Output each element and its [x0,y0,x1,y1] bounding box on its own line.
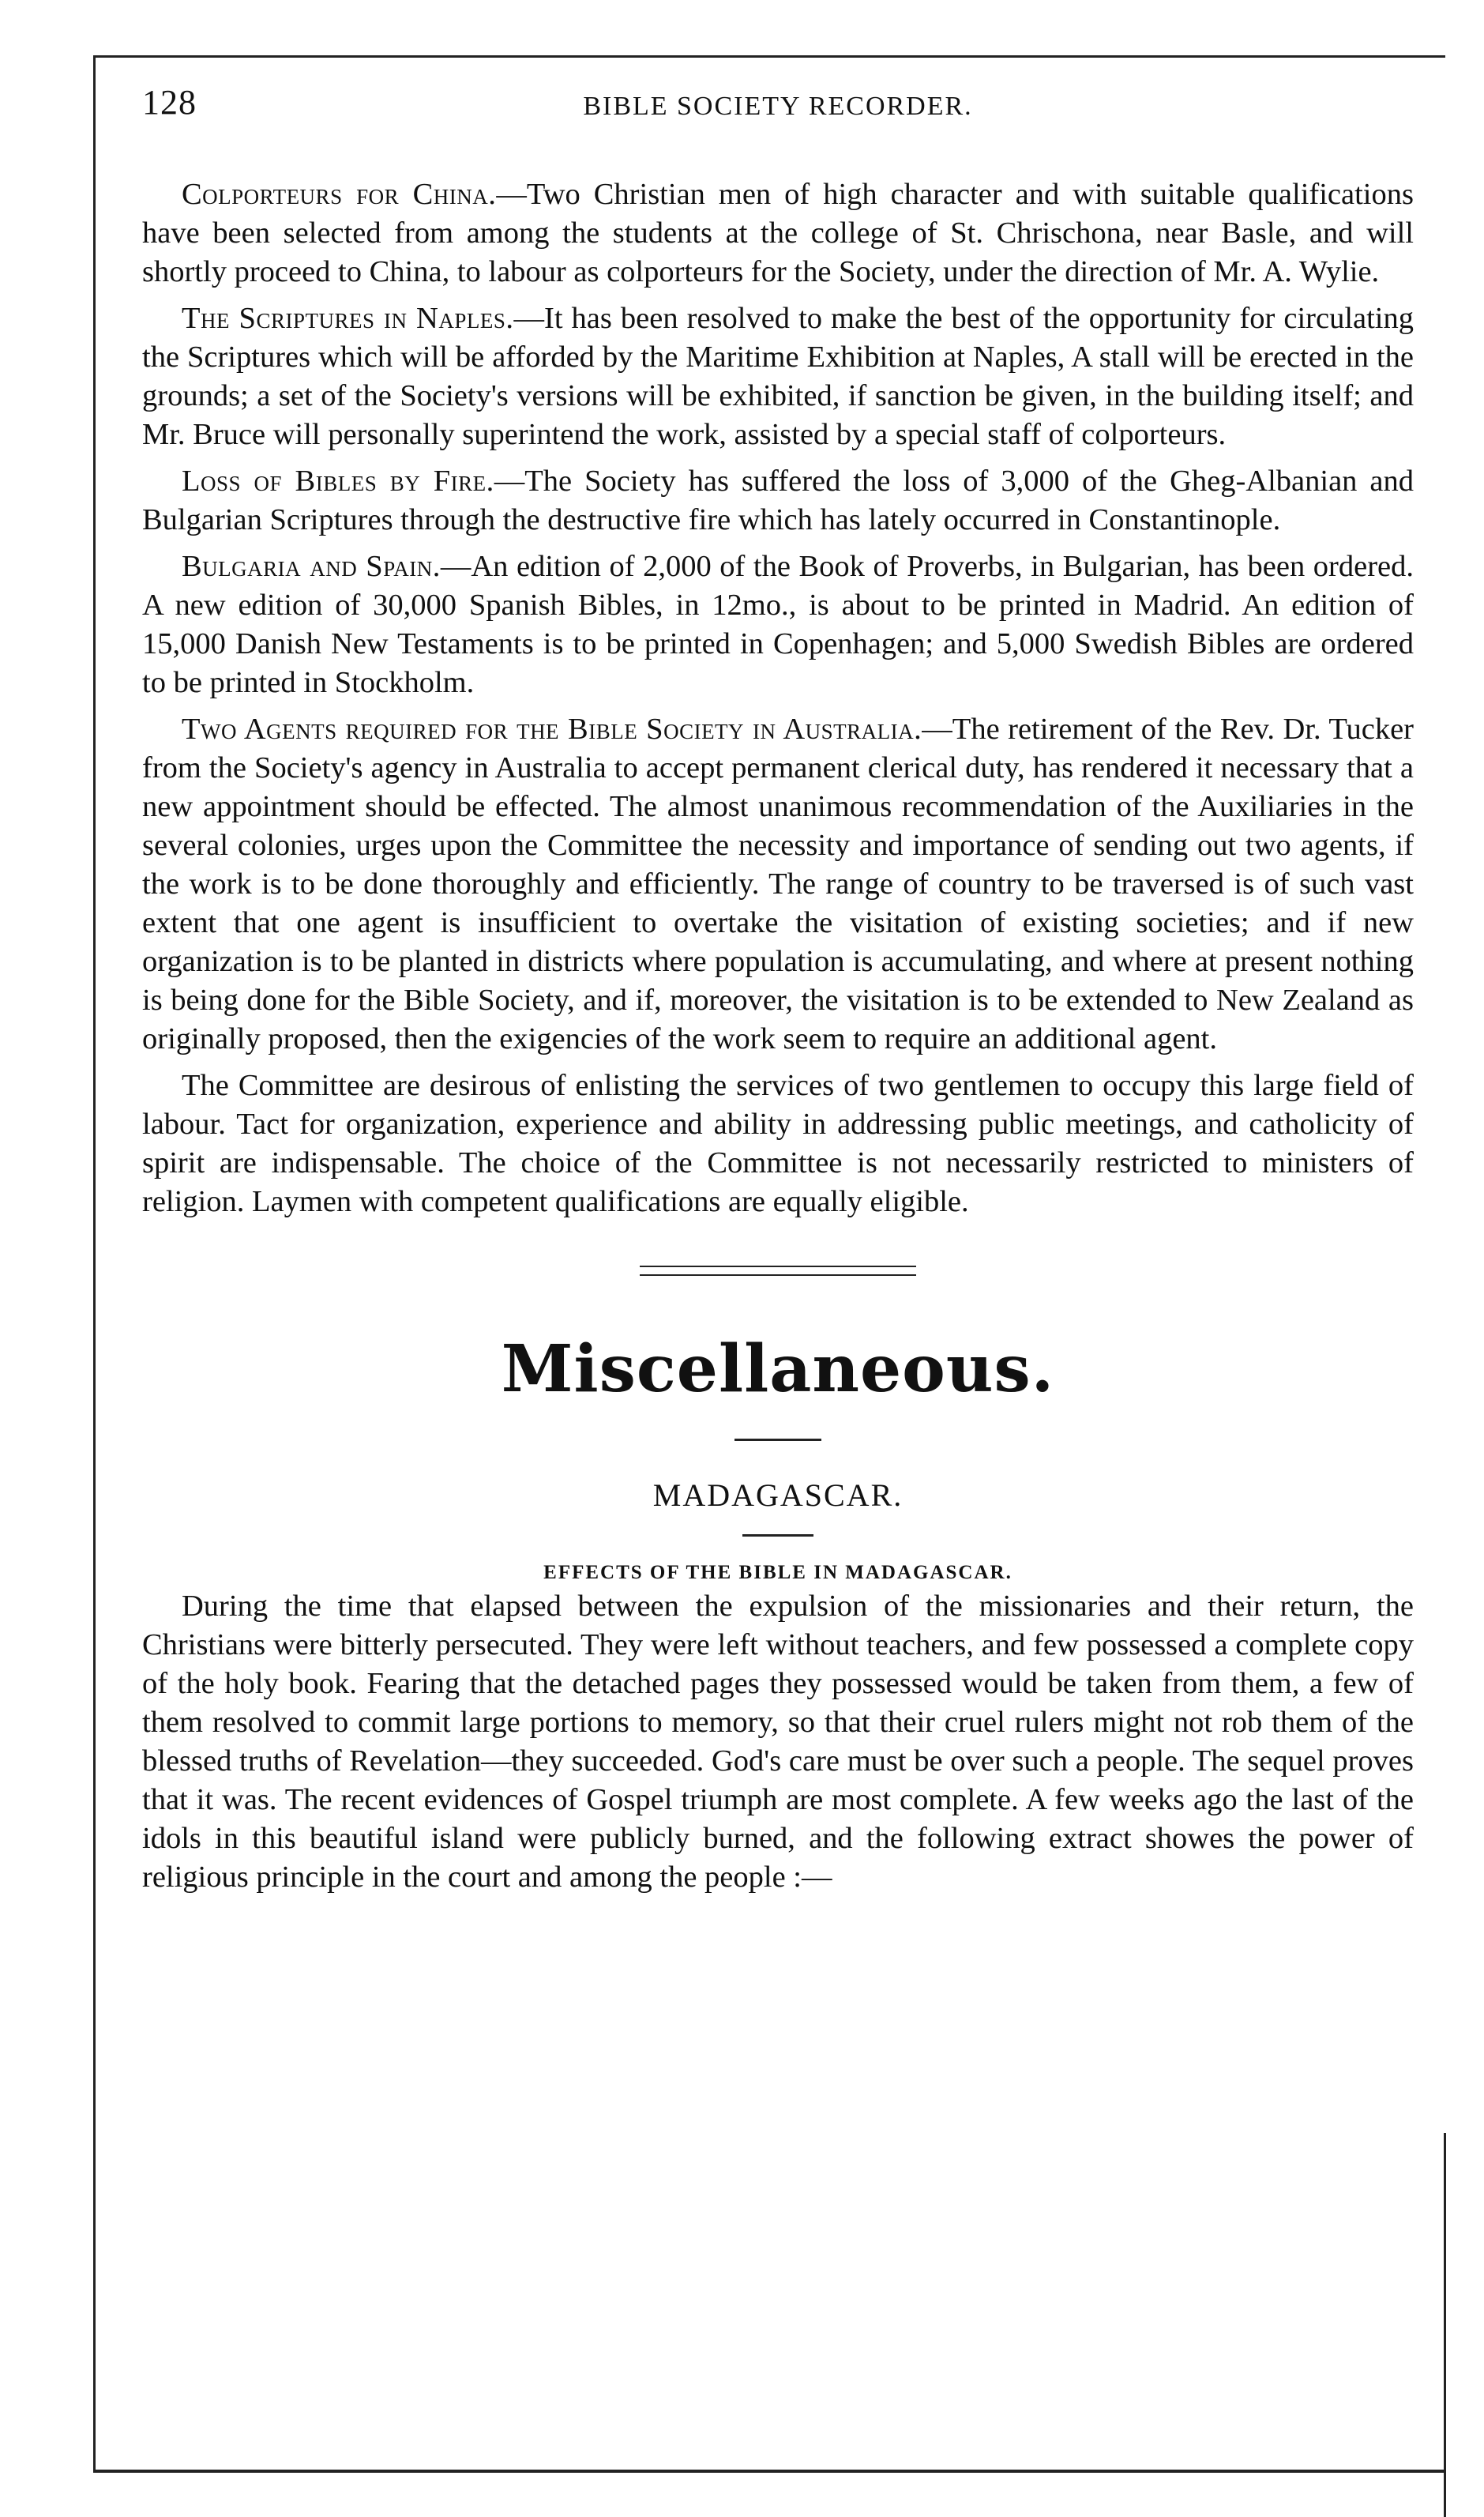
paragraph-text: During the time that elapsed between the expulsion of the missionaries and their return, the Christians were bitterly persecuted. They were left without teachers, and few possessed a complete copy of the holy book. Fearing that the detached pages they possessed would be taken from them, a few of them resolved to commit large portions to memory, so that their cruel rulers might not rob them of the blessed truths of Revelation—they succeeded. God's care must be over such a people. The sequel proves that it was. The recent evidences of Gospel triumph are most complete. A few weeks ago the last of the idols in this beautiful island were publicly burned, and the following extract showes the power of religious principle in the court and among the people :— [142,1590,1414,1894]
paragraph-loss-bibles-fire [142,462,1414,540]
paragraph-text: —It has been resolved to make the best of the opportunity for circulating the Scriptures which will be afforded by the Maritime Exhibition at Naples, A stall will be erected in the grounds; a set of the Society's versions will be exhibited, if sanction be given, in the building itself; and Mr. Bruce will personally superintend the work, assisted by a special staff of colporteurs. [142,302,1414,451]
paragraph-colporteurs-china [142,175,1414,292]
paragraph-text: —Two Christian men of high character and with suitable qualifications have been selected from among the students at the college of St. Chrischona, near Basle, and will shortly proceed to China, to labour as colporteurs for the Society, under the direction of Mr. A. Wylie. [142,178,1414,288]
paragraph-committee-desirous [142,1067,1414,1221]
paragraph-title: The Scriptures in Naples. [182,302,514,335]
miscellaneous-heading: Miscellaneous. [501,1331,1055,1407]
page-border-bottom [93,2470,1445,2473]
paragraph-text: —An edition of 2,000 of the Book of Proverbs, in Bulgarian, has been ordered. A new edition of 30,000 Spanish Bibles, in 12mo., is about to be printed in Madrid. An edition of 15,000 Danish New Testaments is to be printed in Copenhagen; and 5,000 Swedish Bibles are ordered to be printed in Stockholm. [142,550,1414,699]
running-title: BIBLE SOCIETY RECORDER. [583,92,973,121]
paragraph-bulgaria-spain [142,547,1414,702]
paragraph-title: Colporteurs for China. [182,178,497,211]
paragraph-title: Loss of Bibles by Fire. [182,465,494,498]
page-content [142,175,1414,1905]
paragraph-text: —The Society has suffered the loss of 3,000 of the Gheg-Albanian and Bulgarian Scriptures through the destructive fire which has lately occurred in Constantinople. [142,465,1414,536]
tiny-rule-divider [742,1534,813,1537]
paragraph-scriptures-naples [142,299,1414,454]
page-border-left [93,55,96,2473]
paragraph-title: Two Agents required for the Bible Society in Australia. [182,713,922,746]
section-heading-madagascar: MADAGASCAR. [652,1477,904,1513]
page-number: 128 [142,83,197,122]
double-rule-divider [640,1266,916,1276]
paragraph-text: The Committee are desirous of enlisting the services of two gentlemen to occupy this large field of labour. Tact for organization, experience and ability in addressing public meetings, and catholicity of spirit are indispensable. The choice of the Committee is not necessarily restricted to ministers of religion. Laymen with competent qualifications are equally eligible. [142,1069,1414,1218]
paragraph-agents-australia [142,710,1414,1059]
short-rule-divider [734,1439,821,1441]
page-border-top [93,55,1445,58]
sub-heading-effects: EFFECTS OF THE BIBLE IN MADAGASCAR. [543,1562,1013,1583]
page-border-right [1444,2133,1446,2517]
paragraph-madagascar-body [142,1587,1414,1897]
paragraph-text: —The retirement of the Rev. Dr. Tucker from the Society's agency in Australia to accept permanent clerical duty, has rendered it necessary that a new appointment should be effected. The almost unanimous recommendation of the Auxiliaries in the several colonies, urges upon the Committee the necessity and importance of sending out two agents, if the work is to be done thoroughly and efficiently. The range of country to be traversed is of such vast extent that one agent is insufficient to overtake the visitation of existing societies; and if new organization is to be planted in districts where population is accumulating, and where at present nothing is being done for the Bible Society, and if, moreover, the visitation is to be extended to New Zealand as originally proposed, then the exigencies of the work seem to require an additional agent. [142,713,1414,1055]
paragraph-title: Bulgaria and Spain. [182,550,441,583]
page-header [142,82,1414,130]
